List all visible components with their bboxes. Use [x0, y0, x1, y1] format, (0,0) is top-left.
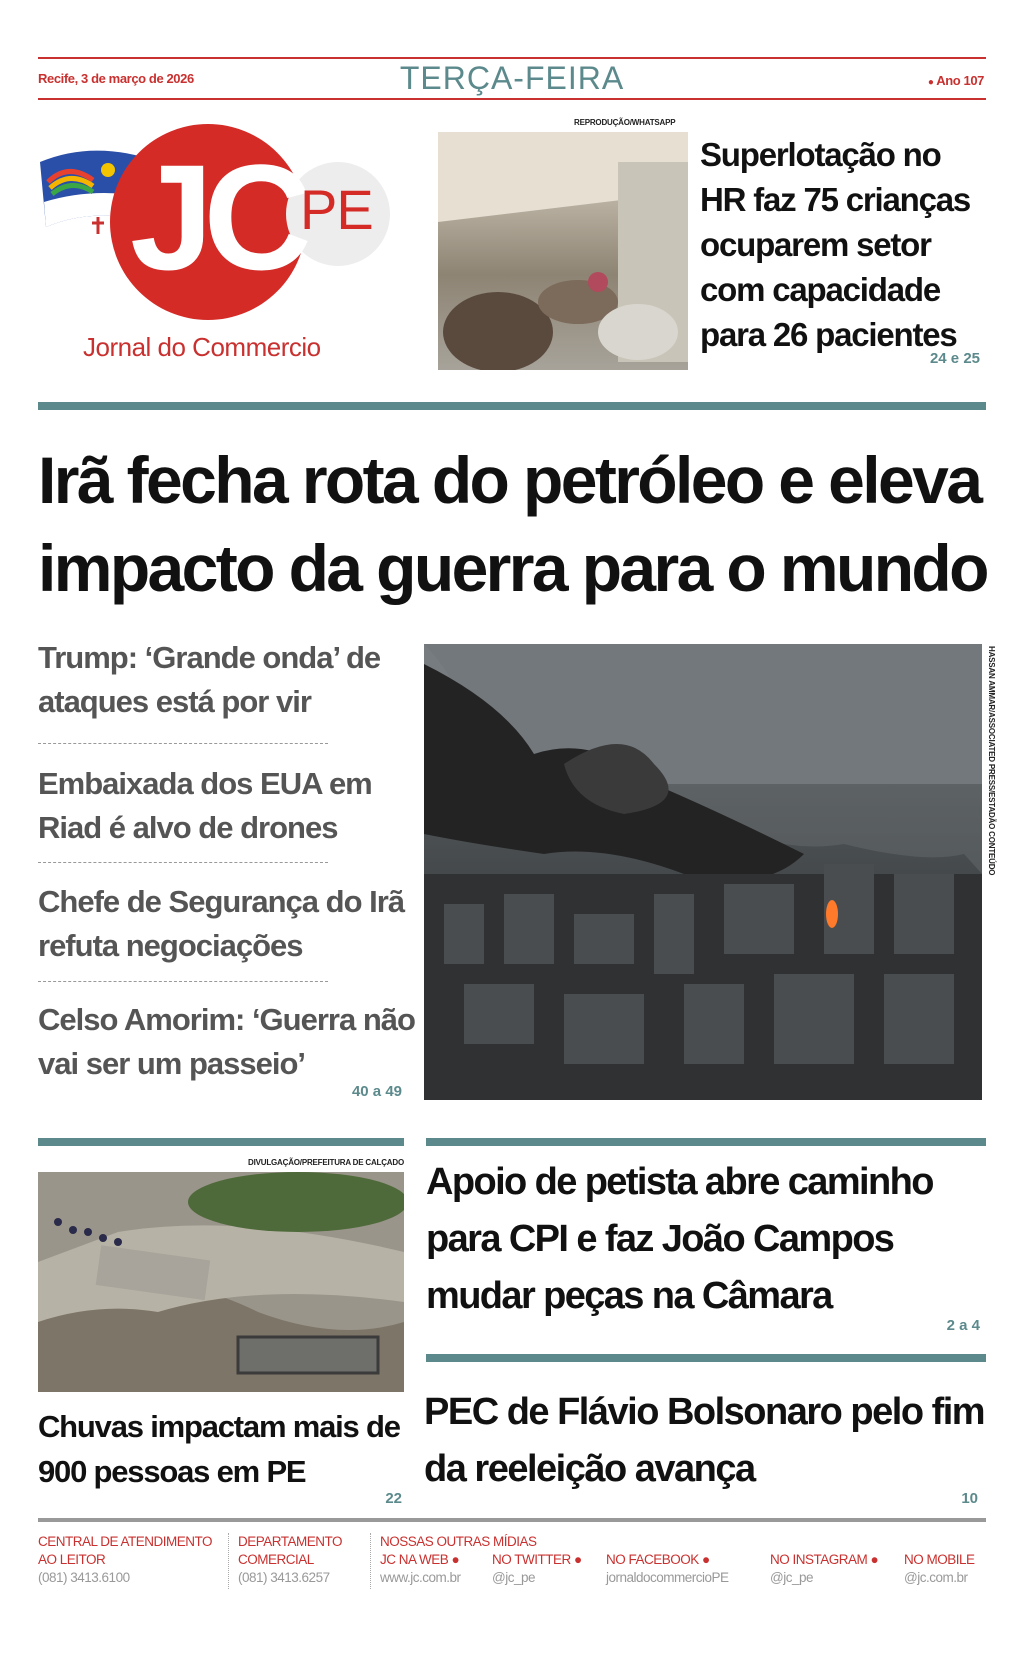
masthead-top-rule	[38, 57, 986, 59]
footer-outras-midias	[380, 1533, 990, 1587]
outras-midias-label: NOSSAS OUTRAS MÍDIAS	[380, 1534, 537, 1549]
pec-story-rule	[426, 1354, 986, 1362]
subhead-embaixada[interactable]: Embaixada dos EUA em Riad é alvo de drones	[38, 766, 372, 845]
cpi-story-rule	[426, 1138, 986, 1146]
war-photo-credit: HASSAN AMMAR/ASSOCIATED PRESS/ESTADÃO CONTEÚDO	[987, 646, 996, 876]
subhead-celso-amorim[interactable]: Celso Amorim: ‘Guerra não vai ser um passeio’	[38, 1002, 415, 1081]
twitter-link[interactable]: @jc_pe	[492, 1570, 535, 1585]
comercial-phone[interactable]: (081) 3413.6257	[238, 1570, 330, 1585]
divider	[38, 862, 328, 863]
footer-central	[38, 1533, 218, 1587]
footer-comercial	[238, 1533, 368, 1587]
web-label: JC NA WEB ●	[380, 1552, 460, 1567]
pec-story-pages: 10	[961, 1490, 978, 1507]
masthead-bottom-rule	[38, 98, 986, 100]
divider	[38, 743, 328, 744]
twitter-label: NO TWITTER ●	[492, 1552, 582, 1567]
pec-headline[interactable]: PEC de Flávio Bolsonaro pelo fim da reeleição avança	[424, 1391, 985, 1490]
main-headline[interactable]: Irã fecha rota do petróleo e eleva impacto da guerra para o mundo	[38, 443, 987, 605]
paper-name: Jornal do Commercio	[83, 332, 321, 362]
footer-separator	[228, 1533, 229, 1589]
rain-headline[interactable]: Chuvas impactam mais de 900 pessoas em PE	[38, 1409, 400, 1489]
facebook-icon: ●	[702, 1552, 710, 1567]
divider	[38, 981, 328, 982]
twitter-icon: ●	[574, 1552, 582, 1567]
top-story-pages: 24 e 25	[929, 350, 980, 367]
logo[interactable]	[38, 122, 418, 382]
logo-letters: JC	[130, 133, 302, 301]
facebook-link[interactable]: jornaldocommercioPE	[606, 1570, 729, 1585]
rain-story-pages: 22	[385, 1490, 402, 1507]
rain-story-rule	[38, 1138, 404, 1146]
top-story-photo-credit: REPRODUÇÃO/WHATSAPP	[574, 118, 676, 127]
facebook-label: NO FACEBOOK ●	[606, 1552, 710, 1567]
central-phone[interactable]: (081) 3413.6100	[38, 1570, 130, 1585]
rain-photo-credit: DIVULGAÇÃO/PREFEITURA DE CALÇADO	[248, 1158, 404, 1167]
footer-rule	[38, 1518, 986, 1522]
footer-separator	[370, 1533, 371, 1589]
weekday: TERÇA-FEIRA	[399, 60, 625, 96]
instagram-icon: ●	[870, 1552, 879, 1567]
globe-icon: ●	[451, 1552, 460, 1567]
instagram-link[interactable]: @jc_pe	[770, 1570, 813, 1585]
main-story-rule	[38, 402, 986, 410]
top-story-headline[interactable]: Superlotação no HR faz 75 crianças ocuparem setor com capacidade para 26 pacientes	[700, 136, 971, 353]
top-story-photo[interactable]	[438, 132, 688, 370]
central-label: CENTRAL DE ATENDIMENTO AO LEITOR	[38, 1534, 213, 1567]
war-photo[interactable]	[424, 644, 982, 1100]
cpi-headline[interactable]: Apoio de petista abre caminho para CPI e faz João Campos mudar peças na Câmara	[426, 1161, 933, 1317]
logo-region: PE	[300, 178, 373, 241]
web-link[interactable]: www.jc.com.br	[380, 1570, 461, 1585]
mobile-link[interactable]: @jc.com.br	[904, 1570, 968, 1585]
edition-number: ● Ano 107	[927, 73, 984, 88]
instagram-label: NO INSTAGRAM ●	[770, 1552, 879, 1567]
cpi-story-pages: 2 a 4	[946, 1317, 980, 1334]
subhead-chefe-seguranca[interactable]: Chefe de Segurança do Irã refuta negociações	[38, 884, 405, 963]
rain-photo[interactable]	[38, 1172, 404, 1392]
main-story-pages: 40 a 49	[351, 1083, 402, 1100]
subhead-trump[interactable]: Trump: ‘Grande onda’ de ataques está por vir	[38, 640, 381, 719]
date-place: Recife, 3 de março de 2026	[38, 71, 194, 86]
comercial-label: DEPARTAMENTO COMERCIAL	[238, 1534, 343, 1567]
mobile-label: NO MOBILE	[904, 1552, 975, 1567]
